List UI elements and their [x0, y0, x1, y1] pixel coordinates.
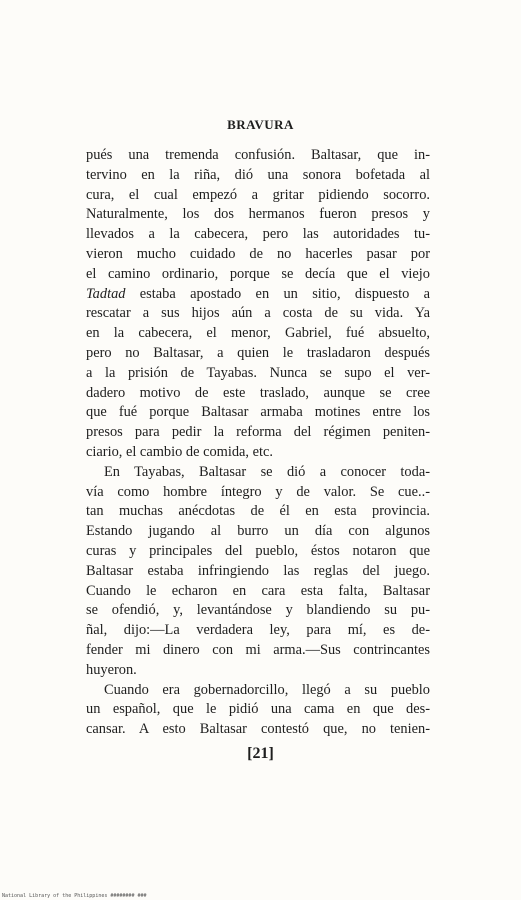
text-line: ñal, dijo:—La verdadera ley, para mí, es de-	[86, 622, 430, 639]
text-line: rescatar a sus hijos aún a costa de su vida. Ya	[86, 305, 430, 322]
text-line: Cuando era gobernadorcillo, llegó a su pueblo	[104, 681, 430, 698]
text-line: pero no Baltasar, a quien le trasladaron después	[86, 344, 430, 361]
library-footer-stamp: National Library of the Philippines ######## ###	[2, 893, 147, 899]
body-text	[86, 146, 430, 740]
running-head: BRAVURA	[227, 117, 294, 132]
text-line: presos para pedir la reforma del régimen peniten-	[86, 424, 430, 441]
text-line: llevados a la cabecera, pero las autoridades tu-	[86, 226, 430, 243]
text-line: cura, el cual empezó a gritar pidiendo socorro.	[86, 186, 430, 203]
text-line: fender mi dinero con mi arma.—Sus contrincantes	[86, 641, 430, 658]
text-line: vieron mucho cuidado de no hacerles pasar por	[86, 245, 430, 262]
text-line: Baltasar estaba infringiendo las reglas del juego.	[86, 562, 430, 579]
text-line: en la cabecera, el menor, Gabriel, fué absuelto,	[86, 325, 430, 342]
text-line: que fué porque Baltasar armaba motines entre los	[86, 404, 430, 421]
text-line: cansar. A esto Baltasar contestó que, no tenien-	[86, 721, 430, 738]
text-line: ciario, el cambio de comida, etc.	[86, 443, 273, 460]
text-line: Tadtad estaba apostado en un sitio, dispuesto a	[86, 285, 430, 302]
text-line: huyeron.	[86, 661, 137, 678]
text-line: dadero motivo de este traslado, aunque se cree	[86, 384, 430, 401]
text-line: el camino ordinario, porque se decía que el viejo	[86, 265, 430, 282]
text-line: a la prisión de Tayabas. Nunca se supo el ver-	[86, 364, 430, 381]
text-line: vía como hombre íntegro y de valor. Se cue..-	[86, 483, 430, 500]
text-line: curas y principales del pueblo, éstos notaron que	[86, 542, 430, 559]
text-line: un español, que le pidió una cama en que des-	[86, 701, 430, 718]
text-line: tervino en la riña, dió una sonora bofetada al	[86, 166, 430, 183]
text-line: Estando jugando al burro un día con algunos	[86, 523, 430, 540]
text-line: tan muchas anécdotas de él en esta provincia.	[86, 503, 430, 520]
text-line: En Tayabas, Baltasar se dió a conocer toda-	[104, 463, 430, 480]
text-line: pués una tremenda confusión. Baltasar, que in-	[86, 147, 430, 163]
page-number: [21]	[247, 745, 274, 762]
text-line: se ofendió, y, levantándose y blandiendo su pu-	[86, 602, 430, 619]
text-line: Cuando le echaron en cara esta falta, Baltasar	[86, 582, 430, 599]
text-line: Naturalmente, los dos hermanos fueron presos y	[86, 206, 430, 223]
